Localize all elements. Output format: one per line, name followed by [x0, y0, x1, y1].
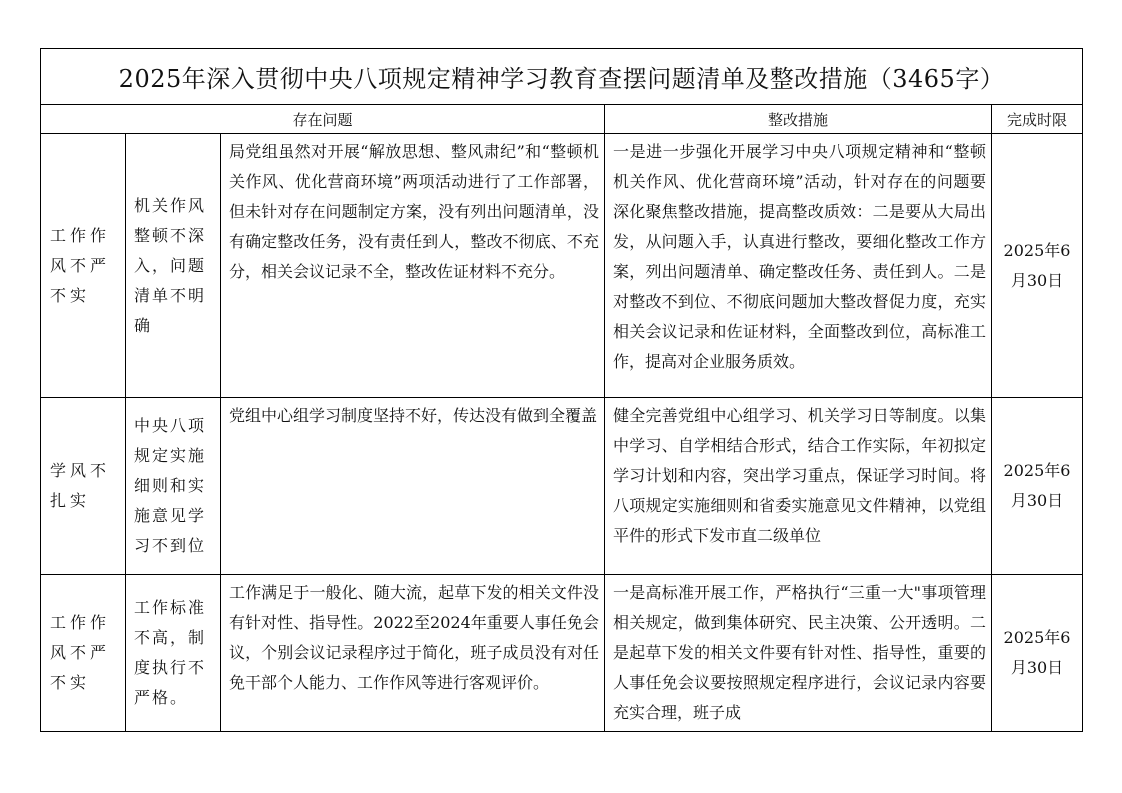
problem-cell: 党组中心组学习制度坚持不好，传达没有做到全覆盖 [221, 398, 605, 575]
problem-list-table [40, 48, 1083, 732]
problem-cell: 工作满足于一般化、随大流，起草下发的相关文件没有针对性、指导性。2022至2024年重要人事任免会议，个别会议记录程序过于简化，班子成员没有对任免干部个人能力、工作作风等进行客观评价。 [221, 575, 605, 732]
table-row [41, 575, 1083, 732]
deadline-cell: 2025年6月30日 [992, 575, 1083, 732]
header-problems: 存在问题 [41, 105, 605, 134]
header-deadline: 完成时限 [992, 105, 1083, 134]
measure-cell: 健全完善党组中心组学习、机关学习日等制度。以集中学习、自学相结合形式，结合工作实际，年初拟定学习计划和内容，突出学习重点，保证学习时间。将八项规定实施细则和省委实施意见文件精神，以党组平件的形式下发市直二级单位 [605, 398, 992, 575]
subcategory-cell: 机关作风整顿不深入，问题清单不明确 [126, 134, 221, 398]
table-row [41, 134, 1083, 398]
deadline-cell: 2025年6月30日 [992, 398, 1083, 575]
table-row [41, 398, 1083, 575]
subcategory-cell: 工作标准不高，制度执行不严格。 [126, 575, 221, 732]
header-measures: 整改措施 [605, 105, 992, 134]
category-cell: 工作作风不严不实 [41, 134, 126, 398]
measure-cell: 一是高标准开展工作，严格执行“三重一大"事项管理相关规定，做到集体研究、民主决策、公开透明。二是起草下发的相关文件要有针对性、指导性，重要的人事任免会议要按照规定程序进行，会议记录内容要充实合理，班子成 [605, 575, 992, 732]
measure-cell: 一是进一步强化开展学习中央八项规定精神和“整顿机关作风、优化营商环境”活动，针对存在的问题要深化聚焦整改措施，提高整改质效：二是要从大局出发，从问题入手，认真进行整改，要细化整改工作方案，列出问题清单、确定整改任务、责任到人。二是对整改不到位、不彻底问题加大整改督促力度，充实相关会议记录和佐证材料，全面整改到位，高标准工作，提高对企业服务质效。 [605, 134, 992, 398]
problem-cell: 局党组虽然对开展“解放思想、整风肃纪”和“整顿机关作风、优化营商环境”两项活动进行了工作部署，但未针对存在问题制定方案，没有列出问题清单，没有确定整改任务，没有责任到人，整改不彻底、不充分，相关会议记录不全，整改佐证材料不充分。 [221, 134, 605, 398]
title-row [41, 49, 1083, 105]
category-cell: 学风不扎实 [41, 398, 126, 575]
document-title: 2025年深入贯彻中央八项规定精神学习教育查摆问题清单及整改措施（3465字） [41, 49, 1083, 105]
deadline-cell: 2025年6月30日 [992, 134, 1083, 398]
subcategory-cell: 中央八项规定实施细则和实施意见学习不到位 [126, 398, 221, 575]
header-row [41, 105, 1083, 134]
category-cell: 工作作风不严不实 [41, 575, 126, 732]
